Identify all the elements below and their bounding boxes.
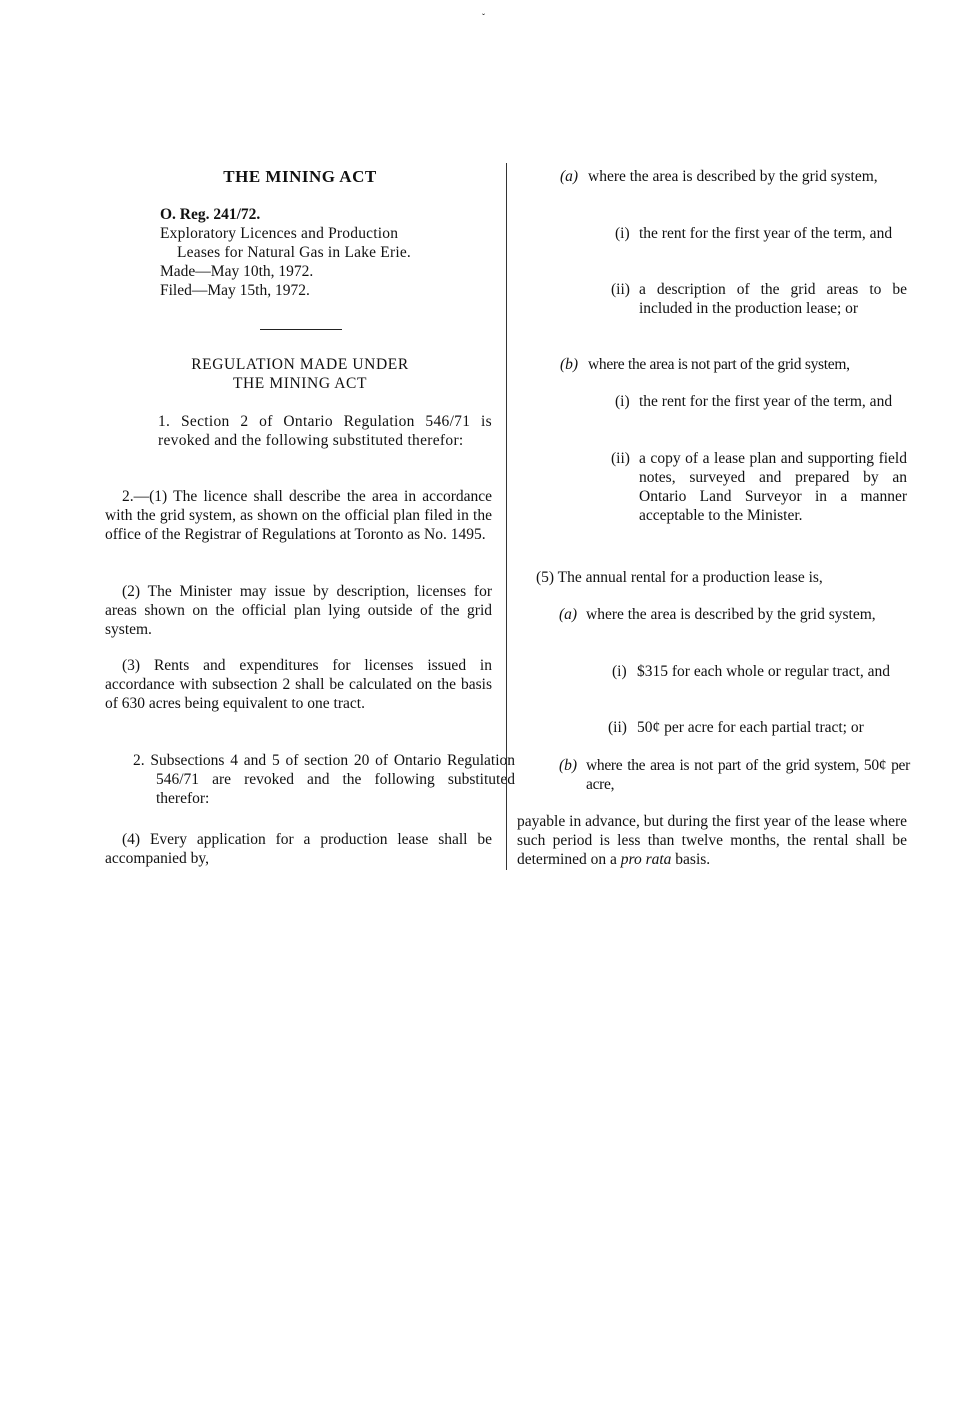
clause-a-i-text: the rent for the first year of the term, and <box>639 225 893 242</box>
paragraph-2-3: (3) Rents and expenditures for licenses issued in accordance with subsection 2 shall be calculated on the basis of 630 acres being equivalent to one tract. <box>105 657 492 712</box>
rental-b-text: where the area is not part of the grid system, 50¢ per acre, <box>586 757 910 793</box>
closing-text-before: payable in advance, but during the first year of the lease where such period is less than twelve months, the rental shall be determined on a <box>517 813 907 868</box>
clause-a-i-label: (i) <box>615 225 630 242</box>
clause-b-ii-text: a copy of a lease plan and supporting field notes, surveyed and prepared by an Ontario Land Surveyor in a manner acceptable to the Minister. <box>639 450 907 524</box>
column-divider <box>506 163 507 870</box>
clause-a-ii-text: a description of the grid areas to be included in the production lease; or <box>639 281 907 317</box>
rental-a-text: where the area is described by the grid system, <box>586 606 876 623</box>
rental-b-label: (b) <box>559 757 578 774</box>
clause-a-ii-label: (ii) <box>611 281 630 298</box>
section-rule <box>260 329 342 330</box>
rental-a-ii-text: 50¢ per acre for each partial tract; or <box>637 719 864 736</box>
paragraph-2-2: (2) The Minister may issue by description, licenses for areas shown on the official plan lying outside of the grid system. <box>105 583 492 638</box>
regulation-number: O. Reg. 241/72. <box>160 206 261 223</box>
filed-date: Filed—May 15th, 1972. <box>160 282 310 299</box>
clause-b-text: where the area is not part of the grid system, <box>588 356 850 373</box>
heading-line2: THE MINING ACT <box>232 375 368 392</box>
paragraph-5: (5) The annual rental for a production lease is, <box>536 569 823 586</box>
clause-b-i-label: (i) <box>615 393 630 410</box>
clause-a-label: (a) <box>560 168 579 185</box>
clause-b-i-text: the rent for the first year of the term, and <box>639 393 893 410</box>
act-title: THE MINING ACT <box>223 167 377 186</box>
made-date: Made—May 10th, 1972. <box>160 263 314 280</box>
paragraph-2-1: 2.—(1) The licence shall describe the area in accordance with the grid system, as shown on the official plan filed in the office of the Registrar of Regulations at Toronto as No. 1495. <box>105 488 492 543</box>
rental-a-ii-label: (ii) <box>608 719 627 736</box>
item-1: 1. Section 2 of Ontario Regulation 546/71 is revoked and the following substituted therefor: <box>158 413 492 449</box>
clause-a-text: where the area is described by the grid system, <box>588 168 878 185</box>
item-2: 2. Subsections 4 and 5 of section 20 of Ontario Regulation 546/71 are revoked and the following substituted therefor: <box>133 752 515 807</box>
heading-line1: REGULATION MADE UNDER <box>191 356 409 373</box>
closing-text-italic: pro rata <box>620 851 672 868</box>
paragraph-4: (4) Every application for a production lease shall be accompanied by, <box>105 831 492 867</box>
scan-mark: ˇ <box>482 12 485 22</box>
regulation-subject-line1: Exploratory Licences and Production <box>160 225 399 242</box>
clause-b-label: (b) <box>560 356 579 373</box>
closing-text-after: basis. <box>675 851 711 868</box>
rental-a-label: (a) <box>559 606 578 623</box>
closing-paragraph <box>517 812 907 869</box>
rental-a-i-text: $315 for each whole or regular tract, and <box>637 663 891 680</box>
rental-a-i-label: (i) <box>612 663 627 680</box>
regulation-subject-line2: Leases for Natural Gas in Lake Erie. <box>177 244 412 261</box>
clause-b-ii-label: (ii) <box>611 450 630 467</box>
